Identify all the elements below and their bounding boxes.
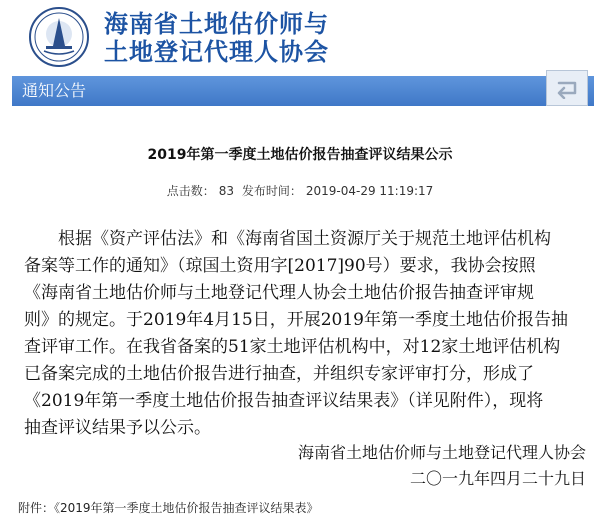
attachment-label: 附件： <box>18 501 55 515</box>
body-line: 抽查评议结果予以公示。 <box>24 418 211 438</box>
signature-block <box>298 440 586 492</box>
section-title[interactable]: 通知公告 <box>22 81 87 100</box>
body-line: 则》的规定。于2019年4月15日，开展2019年第一季度土地估价报告抽 <box>24 310 568 330</box>
published-label: 发布时间： <box>241 184 302 198</box>
body-line: 备案等工作的通知》（琼国土资用字[2017]90号）要求，我协会按照 <box>24 256 536 276</box>
body-line: 《海南省土地估价师与土地登记代理人协会土地估价报告抽查评审规 <box>24 283 534 303</box>
article-meta <box>0 183 600 199</box>
return-arrow-icon <box>553 77 581 99</box>
organization-name <box>104 10 329 66</box>
association-logo[interactable] <box>28 6 90 68</box>
published-value: 2019-04-29 11:19:17 <box>305 184 434 198</box>
clicks-value: 83 <box>218 184 234 198</box>
attachment-link[interactable]: 《2019年第一季度土地估价报告抽查评议结果表》 <box>54 501 319 515</box>
signature-org: 海南省土地估价师与土地登记代理人协会 <box>297 443 586 462</box>
body-line: 《2019年第一季度土地估价报告抽查评议结果表》（详见附件），现将 <box>24 391 544 411</box>
clicks-label: 点击数： <box>166 184 215 198</box>
attachment-row <box>18 500 319 516</box>
article-body <box>24 226 584 442</box>
org-name-line1: 海南省土地估价师与 <box>104 10 329 38</box>
body-line: 已备案完成的土地估价报告进行抽查，并组织专家评审打分，形成了 <box>24 364 534 384</box>
section-navbar <box>12 76 594 106</box>
logo-emblem-icon <box>28 6 90 68</box>
site-header <box>0 0 600 74</box>
article-title: 2019年第一季度土地估价报告抽查评议结果公示 <box>147 147 453 163</box>
body-line: 根据《资产评估法》和《海南省国土资源厅关于规范土地评估机构 <box>24 229 551 249</box>
body-line: 查评审工作。在我省备案的51家土地评估机构中，对12家土地评估机构 <box>24 337 561 357</box>
org-name-line2: 土地登记代理人协会 <box>104 38 329 66</box>
signature-date: 二〇一九年四月二十九日 <box>409 469 586 488</box>
back-button[interactable] <box>546 70 588 106</box>
